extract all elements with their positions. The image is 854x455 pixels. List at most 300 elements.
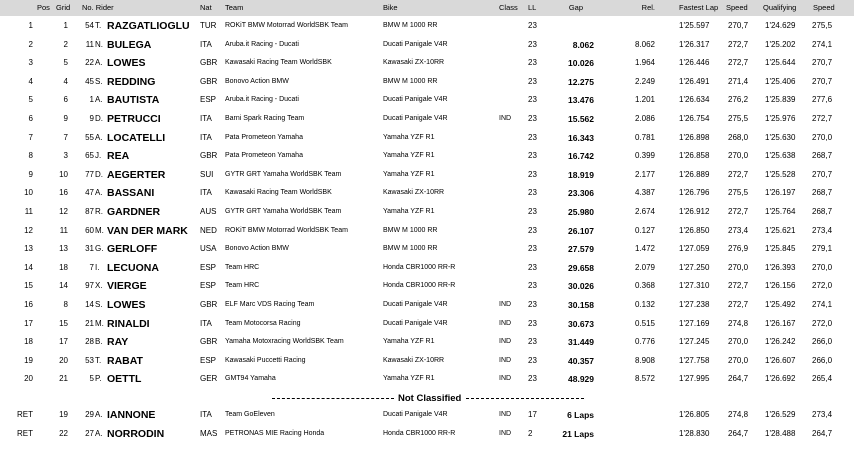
header-team: Team xyxy=(225,3,244,12)
relative-gap: 4.387 xyxy=(634,188,655,198)
team-name: Kawasaki Puccetti Racing xyxy=(225,356,306,364)
gap-cell: 10.026 xyxy=(568,58,594,69)
fastest-speed: 275,5 xyxy=(728,114,749,123)
rider-first-initial: A. xyxy=(95,428,103,438)
qualifying-time: 1'25.764 xyxy=(765,207,796,216)
qualifying-speed: 272,7 xyxy=(812,114,833,123)
fastest-lap: 1'27.238 xyxy=(679,300,710,309)
rider-number: 22 xyxy=(85,58,94,68)
relative-gap: 0.368 xyxy=(634,281,655,291)
table-row xyxy=(0,370,854,388)
team-name: Team HRC xyxy=(225,282,260,290)
fastest-lap: 1'26.805 xyxy=(679,410,710,419)
gap-cell: 27.579 xyxy=(568,244,594,255)
fastest-lap: 1'27.059 xyxy=(679,244,710,254)
rider-first-initial: N. xyxy=(95,39,103,49)
pos-cell: 6 xyxy=(28,114,33,123)
qualifying-time: 1'26.607 xyxy=(765,355,796,365)
pos-cell: 2 xyxy=(28,39,33,49)
pos-cell: 20 xyxy=(24,374,33,384)
fastest-lap: 1'27.169 xyxy=(679,318,710,328)
pos-cell: 4 xyxy=(28,76,33,86)
table-row xyxy=(0,425,854,443)
nationality: ITA xyxy=(200,39,212,49)
qualifying-speed: 274,1 xyxy=(812,300,833,309)
pos-cell: 14 xyxy=(24,262,33,272)
qualifying-speed: 275,5 xyxy=(812,21,833,30)
nationality: SUI xyxy=(200,169,214,179)
qualifying-time: 1'25.839 xyxy=(765,95,796,105)
team-name: Team Motocorsa Racing xyxy=(225,319,301,327)
relative-gap: 0.132 xyxy=(634,300,655,309)
laps-led: 23 xyxy=(528,132,537,142)
qualifying-speed: 264,7 xyxy=(812,428,833,438)
rider-last-name: VAN DER MARK xyxy=(107,224,188,237)
qualifying-time: 1'28.488 xyxy=(765,428,796,438)
table-header xyxy=(0,0,854,16)
relative-gap: 0.515 xyxy=(634,318,655,328)
pos-cell: RET xyxy=(17,428,33,438)
gap-cell: 30.673 xyxy=(568,318,594,329)
gap-cell: 8.062 xyxy=(572,39,594,50)
rider-last-name: REA xyxy=(107,150,130,163)
qualifying-speed: 279,1 xyxy=(812,244,833,254)
gap-cell: 16.742 xyxy=(568,151,594,162)
qualifying-speed: 270,0 xyxy=(812,132,833,142)
qualifying-time: 1'25.406 xyxy=(765,76,796,86)
fastest-speed: 273,4 xyxy=(728,225,749,235)
qualifying-speed: 270,7 xyxy=(812,58,833,68)
rider-last-name: RAZGATLIOGLU xyxy=(107,20,190,32)
laps-led: 23 xyxy=(528,262,537,272)
table-row xyxy=(0,91,854,109)
rider-first-initial: X. xyxy=(95,281,103,291)
nationality: AUS xyxy=(200,207,217,216)
nationality: ITA xyxy=(200,188,212,198)
gap-cell: 48.929 xyxy=(568,374,594,385)
rider-last-name: AEGERTER xyxy=(107,168,166,181)
pos-cell: 5 xyxy=(28,95,33,105)
rider-last-name: RABAT xyxy=(107,354,143,367)
team-name: Kawasaki Racing Team WorldSBK xyxy=(225,59,332,67)
rider-last-name: IANNONE xyxy=(107,409,156,421)
pos-cell: 12 xyxy=(24,225,33,235)
fastest-speed: 274,8 xyxy=(728,318,749,328)
fastest-lap: 1'26.446 xyxy=(679,58,710,68)
laps-led: 23 xyxy=(528,95,537,105)
bike-name: BMW M 1000 RR xyxy=(383,226,438,234)
qualifying-time: 1'25.528 xyxy=(765,169,796,179)
rider-first-initial: A. xyxy=(95,95,103,105)
class-cell xyxy=(499,17,524,35)
laps-led: 23 xyxy=(528,318,537,328)
relative-gap xyxy=(620,425,655,443)
relative-gap xyxy=(620,406,655,424)
rider-number: 31 xyxy=(85,244,94,254)
class-cell xyxy=(499,259,524,277)
rider-first-initial: A. xyxy=(95,410,103,419)
bike-name: Yamaha YZF R1 xyxy=(383,375,435,383)
relative-gap: 1.201 xyxy=(634,95,655,105)
fastest-lap: 1'27.995 xyxy=(679,374,710,384)
rider-last-name: GERLOFF xyxy=(107,243,158,256)
rider-number: 47 xyxy=(85,188,94,198)
class-cell: IND xyxy=(499,356,512,364)
nationality: MAS xyxy=(200,428,218,438)
qualifying-speed: 273,4 xyxy=(812,410,833,419)
fastest-speed: 264,7 xyxy=(728,428,749,438)
fastest-lap: 1'25.597 xyxy=(679,21,710,30)
grid-cell: 1 xyxy=(63,21,68,30)
rider-last-name: VIERGE xyxy=(107,280,147,293)
grid-cell: 5 xyxy=(63,58,68,68)
team-name: Pata Prometeon Yamaha xyxy=(225,133,303,141)
relative-gap: 0.781 xyxy=(634,132,655,142)
header-speed: Speed xyxy=(726,3,748,12)
qualifying-speed: 266,0 xyxy=(812,355,833,365)
rider-last-name: BASSANI xyxy=(107,187,155,200)
nationality: ESP xyxy=(200,262,217,272)
qualifying-speed: 270,0 xyxy=(812,262,833,272)
fastest-speed: 275,5 xyxy=(728,188,749,198)
header-nat: Nat xyxy=(200,3,212,12)
bike-name: Kawasaki ZX-10RR xyxy=(383,189,445,197)
rider-number: 45 xyxy=(85,76,94,86)
rider-first-initial: A. xyxy=(95,188,103,198)
class-cell: IND xyxy=(499,338,512,346)
table-row xyxy=(0,54,854,72)
divider-line-right xyxy=(466,398,584,399)
table-row xyxy=(0,17,854,35)
fastest-speed: 268,0 xyxy=(728,132,749,142)
rider-first-initial: J. xyxy=(95,151,102,161)
rider-number: 53 xyxy=(85,355,94,365)
table-row xyxy=(0,166,854,184)
rider-number: 1 xyxy=(89,95,94,105)
qualifying-time: 1'26.167 xyxy=(765,318,796,328)
grid-cell: 9 xyxy=(63,114,68,123)
qualifying-time: 1'26.242 xyxy=(765,337,796,347)
rider-first-initial: I. xyxy=(95,262,100,272)
fastest-lap: 1'27.758 xyxy=(679,355,710,365)
table-row xyxy=(0,406,854,424)
relative-gap: 1.472 xyxy=(634,244,655,254)
bike-name: BMW M 1000 RR xyxy=(383,77,438,85)
class-cell xyxy=(499,184,524,202)
laps-led: 23 xyxy=(528,21,537,30)
rider-last-name: BAUTISTA xyxy=(107,94,160,107)
header-qualifying-speed: Speed xyxy=(813,3,835,12)
qualifying-speed: 268,7 xyxy=(812,207,833,216)
qualifying-time: 1'26.156 xyxy=(765,281,796,291)
gap-cell xyxy=(540,17,594,35)
grid-cell: 18 xyxy=(59,262,68,272)
bike-name: Ducati Panigale V4R xyxy=(383,40,448,48)
class-cell xyxy=(499,147,524,165)
divider-line-left xyxy=(272,398,394,399)
fastest-speed: 264,7 xyxy=(728,374,749,384)
team-name: Bonovo Action BMW xyxy=(225,245,289,253)
header-fastest-lap: Fastest Lap xyxy=(679,3,719,12)
laps-led: 2 xyxy=(528,428,533,438)
qualifying-speed: 265,4 xyxy=(812,374,833,384)
fastest-lap: 1'26.796 xyxy=(679,188,710,198)
fastest-speed: 276,2 xyxy=(728,95,749,105)
qualifying-time: 1'25.630 xyxy=(765,132,796,142)
team-name: GYTR GRT Yamaha WorldSBK Team xyxy=(225,208,342,215)
team-name: GYTR GRT Yamaha WorldSBK Team xyxy=(225,170,342,178)
rider-number: 65 xyxy=(85,151,94,161)
pos-cell: 19 xyxy=(24,355,33,365)
relative-gap: 1.964 xyxy=(634,58,655,68)
rider-number: 29 xyxy=(85,410,94,419)
team-name: PETRONAS MIE Racing Honda xyxy=(225,429,325,437)
gap-cell: 16.343 xyxy=(568,132,594,143)
grid-cell: 21 xyxy=(59,374,68,384)
table-row xyxy=(0,240,854,258)
bike-name: Honda CBR1000 RR-R xyxy=(383,282,456,290)
laps-led: 23 xyxy=(528,225,537,235)
class-cell: IND xyxy=(499,375,512,383)
rider-number: 54 xyxy=(85,21,94,30)
header-no-rider: No. Rider xyxy=(82,3,114,12)
class-cell: IND xyxy=(499,411,512,418)
team-name: Aruba.it Racing - Ducati xyxy=(225,96,299,104)
class-cell xyxy=(499,129,524,147)
relative-gap: 0.776 xyxy=(634,337,655,347)
rider-first-initial: M. xyxy=(95,225,104,235)
table-row xyxy=(0,184,854,202)
rider-last-name: PETRUCCI xyxy=(107,113,161,125)
qualifying-time: 1'26.529 xyxy=(765,410,796,419)
class-cell: IND xyxy=(499,319,512,327)
class-cell: IND xyxy=(499,429,512,437)
rider-first-initial: D. xyxy=(95,169,103,179)
bike-name: BMW M 1000 RR xyxy=(383,245,438,253)
team-name: ELF Marc VDS Racing Team xyxy=(225,301,315,308)
team-name: Pata Prometeon Yamaha xyxy=(225,152,303,160)
gap-cell: 25.980 xyxy=(568,207,594,217)
grid-cell: 7 xyxy=(63,132,68,142)
nationality: GBR xyxy=(200,151,218,161)
class-cell xyxy=(499,36,524,54)
qualifying-time: 1'25.976 xyxy=(765,114,796,123)
relative-gap: 2.177 xyxy=(634,169,655,179)
rider-number: 9 xyxy=(89,114,94,123)
grid-cell: 14 xyxy=(59,281,68,291)
grid-cell: 4 xyxy=(63,76,68,86)
table-row xyxy=(0,73,854,91)
fastest-speed: 274,8 xyxy=(728,410,749,419)
pos-cell: 10 xyxy=(24,188,33,198)
bike-name: Kawasaki ZX-10RR xyxy=(383,356,445,364)
laps-led: 23 xyxy=(528,374,537,384)
table-row xyxy=(0,259,854,277)
rider-last-name: LOCATELLI xyxy=(107,131,166,144)
nationality: TUR xyxy=(200,21,217,30)
qualifying-time: 1'25.644 xyxy=(765,58,796,68)
rider-number: 28 xyxy=(85,337,94,347)
rider-last-name: RINALDI xyxy=(107,317,150,330)
class-cell: IND xyxy=(499,115,512,122)
fastest-speed: 272,7 xyxy=(728,207,749,216)
pos-cell: 17 xyxy=(24,318,33,328)
class-cell xyxy=(499,222,524,240)
laps-led: 23 xyxy=(528,169,537,179)
bike-name: Yamaha YZF R1 xyxy=(383,170,435,178)
laps-led: 23 xyxy=(528,281,537,291)
bike-name: Honda CBR1000 RR-R xyxy=(383,263,456,271)
pos-cell: 7 xyxy=(28,132,33,142)
grid-cell: 16 xyxy=(59,188,68,198)
team-name: ROKiT BMW Motorrad WorldSBK Team xyxy=(225,226,348,234)
rider-number: 14 xyxy=(85,300,94,309)
grid-cell: 19 xyxy=(59,410,68,419)
rider-number: 97 xyxy=(85,281,94,291)
gap-cell: 13.476 xyxy=(568,95,594,106)
rider-first-initial: A. xyxy=(95,58,103,68)
rider-first-initial: S. xyxy=(95,300,103,309)
pos-cell: 11 xyxy=(24,207,33,216)
table-row xyxy=(0,296,854,314)
pos-cell: 3 xyxy=(28,58,33,68)
team-name: Aruba.it Racing - Ducati xyxy=(225,40,299,48)
nationality: ESP xyxy=(200,95,217,105)
team-name: ROKiT BMW Motorrad WorldSBK Team xyxy=(225,22,348,29)
rider-first-initial: P. xyxy=(95,374,102,384)
qualifying-time: 1'24.629 xyxy=(765,21,796,30)
nationality: ITA xyxy=(200,114,212,123)
class-cell xyxy=(499,166,524,184)
fastest-speed: 270,0 xyxy=(728,151,749,161)
pos-cell: RET xyxy=(17,410,33,419)
rider-number: 11 xyxy=(85,39,94,49)
gap-cell: 30.026 xyxy=(568,281,594,292)
rider-last-name: BULEGA xyxy=(107,38,152,51)
gap-cell: 12.275 xyxy=(568,76,594,87)
qualifying-time: 1'25.202 xyxy=(765,39,796,49)
qualifying-speed: 277,6 xyxy=(812,95,833,105)
bike-name: Ducati Panigale V4R xyxy=(383,96,448,104)
table-row xyxy=(0,203,854,221)
rider-number: 21 xyxy=(85,318,94,328)
fastest-speed: 272,7 xyxy=(728,39,749,49)
team-name: GMT94 Yamaha xyxy=(225,375,276,383)
gap-cell: 40.357 xyxy=(568,355,594,366)
relative-gap: 2.086 xyxy=(634,114,655,123)
bike-name: Yamaha YZF R1 xyxy=(383,208,435,215)
laps-led: 23 xyxy=(528,58,537,68)
gap-cell: 30.158 xyxy=(568,300,594,310)
nationality: GBR xyxy=(200,300,218,309)
qualifying-speed: 274,1 xyxy=(812,39,833,49)
grid-cell: 20 xyxy=(59,355,68,365)
nationality: ESP xyxy=(200,355,217,365)
fastest-lap: 1'26.317 xyxy=(679,39,710,49)
fastest-speed: 272,7 xyxy=(728,281,749,291)
fastest-speed: 272,7 xyxy=(728,300,749,309)
qualifying-time: 1'26.197 xyxy=(765,188,796,198)
nationality: GER xyxy=(200,374,218,384)
table-row xyxy=(0,277,854,295)
fastest-speed: 270,0 xyxy=(728,355,749,365)
qualifying-time: 1'25.845 xyxy=(765,244,796,254)
nationality: NED xyxy=(200,225,217,235)
grid-cell: 10 xyxy=(59,169,68,179)
bike-name: Yamaha YZF R1 xyxy=(383,152,435,160)
qualifying-time: 1'26.393 xyxy=(765,262,796,272)
qualifying-speed: 270,7 xyxy=(812,169,833,179)
fastest-lap: 1'26.491 xyxy=(679,76,710,86)
bike-name: Honda CBR1000 RR-R xyxy=(383,429,456,437)
table-row xyxy=(0,315,854,333)
gap-cell: 31.449 xyxy=(568,337,594,348)
nationality: GBR xyxy=(200,58,218,68)
nationality: GBR xyxy=(200,337,218,347)
grid-cell: 11 xyxy=(59,225,68,235)
rider-first-initial: T. xyxy=(95,355,102,365)
bike-name: Ducati Panigale V4R xyxy=(383,115,448,122)
grid-cell: 17 xyxy=(59,337,68,347)
rider-last-name: LOWES xyxy=(107,299,146,311)
rider-last-name: REDDING xyxy=(107,75,156,88)
bike-name: Ducati Panigale V4R xyxy=(383,301,448,308)
team-name: Barni Spark Racing Team xyxy=(225,115,305,122)
grid-cell: 2 xyxy=(63,39,68,49)
header-rel: Rel. xyxy=(641,3,655,12)
header-grid: Grid xyxy=(56,3,71,12)
rider-first-initial: R. xyxy=(95,207,103,216)
fastest-speed: 276,9 xyxy=(728,244,749,254)
fastest-lap: 1'26.754 xyxy=(679,114,710,123)
laps-led: 23 xyxy=(528,355,537,365)
qualifying-speed: 273,4 xyxy=(812,225,833,235)
fastest-lap: 1'26.634 xyxy=(679,95,710,105)
laps-led: 23 xyxy=(528,188,537,198)
rider-first-initial: M. xyxy=(95,318,104,328)
relative-gap: 0.399 xyxy=(634,151,655,161)
relative-gap: 0.127 xyxy=(634,225,655,235)
fastest-lap: 1'26.889 xyxy=(679,169,710,179)
rider-first-initial: B. xyxy=(95,337,103,347)
relative-gap: 8.062 xyxy=(634,39,655,49)
nationality: ITA xyxy=(200,132,212,142)
class-cell xyxy=(499,277,524,295)
header-qualifying: Qualifying xyxy=(763,3,797,12)
rider-last-name: RAY xyxy=(107,336,129,349)
class-cell xyxy=(499,73,524,91)
rider-last-name: NORRODIN xyxy=(107,427,165,440)
team-name: Bonovo Action BMW xyxy=(225,77,289,85)
laps-led: 23 xyxy=(528,207,537,216)
rider-first-initial: S. xyxy=(95,76,103,86)
fastest-lap: 1'28.830 xyxy=(679,428,710,438)
bike-name: BMW M 1000 RR xyxy=(383,22,438,29)
bike-name: Yamaha YZF R1 xyxy=(383,338,435,346)
fastest-lap: 1'26.858 xyxy=(679,151,710,161)
qualifying-time: 1'25.492 xyxy=(765,300,796,309)
rider-last-name: OETTL xyxy=(107,373,142,386)
laps-led: 23 xyxy=(528,76,537,86)
laps-led: 23 xyxy=(528,300,537,309)
qualifying-time: 1'26.692 xyxy=(765,374,796,384)
laps-led: 23 xyxy=(528,114,537,123)
table-row xyxy=(0,110,854,128)
grid-cell: 13 xyxy=(59,244,68,254)
qualifying-speed: 272,0 xyxy=(812,318,833,328)
class-cell xyxy=(499,91,524,109)
grid-cell: 8 xyxy=(63,300,68,309)
